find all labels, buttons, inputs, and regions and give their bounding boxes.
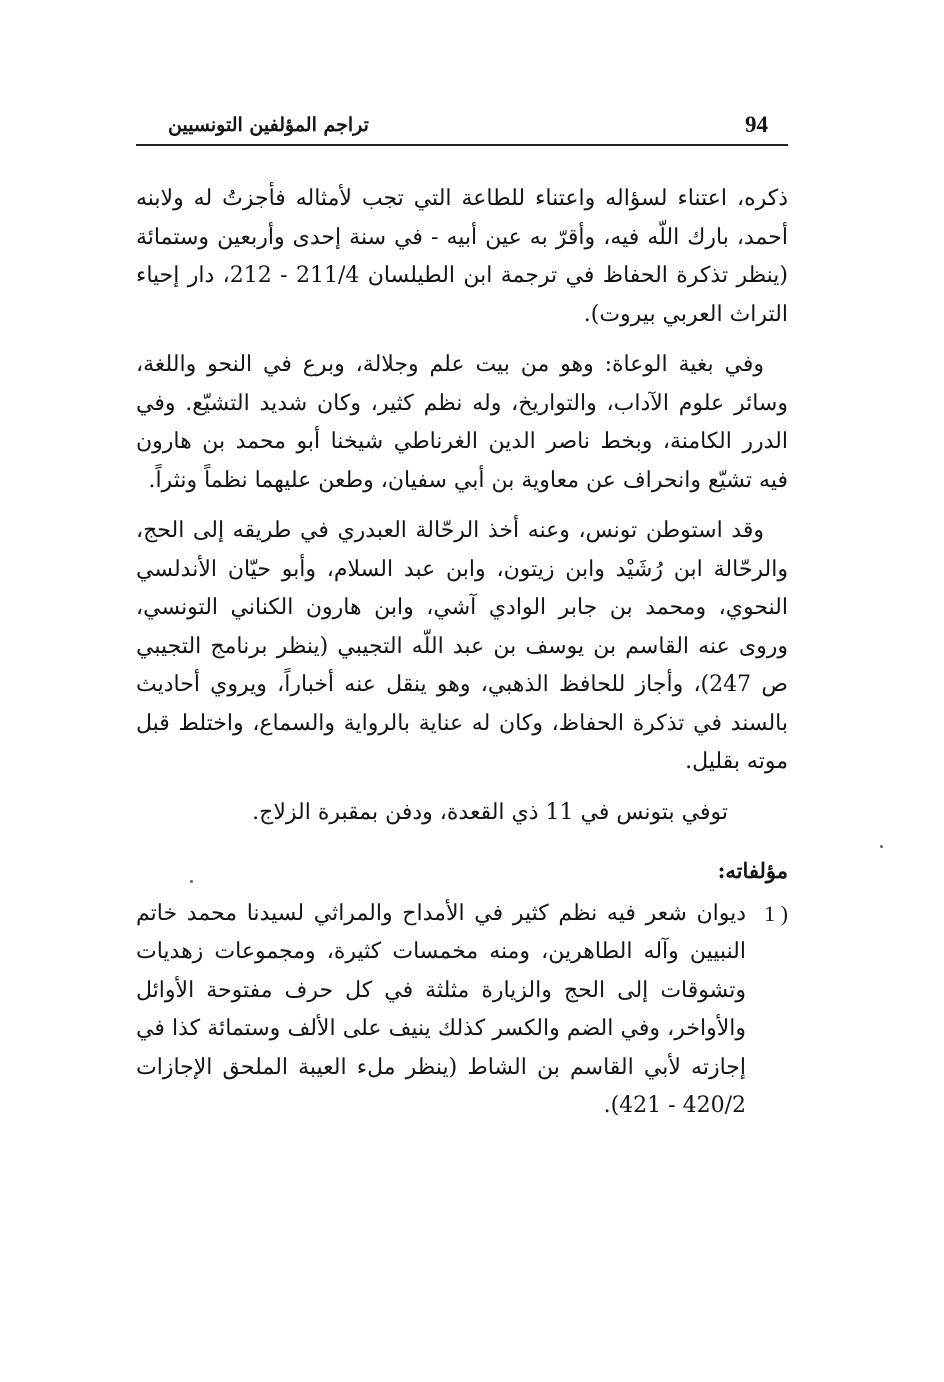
paragraph-2: وفي بغية الوعاة: وهو من بيت علم وجلالة، وبرع في النحو واللغة، وسائر علوم الآداب، والتواريخ، وله نظم كثير، وكان شديد التشيّع. وفي الدرر الكامنة، وبخط ناصر الدين الغرناطي شيخنا أبو محمد بن هارون فيه تشيّع وانحراف عن معاوية بن أبي سفيان، وطعن عليهما نظماً ونثراً. — [136, 352, 788, 493]
body-text — [136, 180, 788, 1126]
paragraph-1: ذكره، اعتناء لسؤاله واعتناء للطاعة التي تجب لأمثاله فأجزتُ له ولابنه أحمد، بارك اللّه فيه، وأقرّ به عين أبيه - في سنة إحدى وأربعين وستمائة (ينظر تذكرة الحفاظ في ترجمة ابن الطيلسان 211/4 - 212، دار إحياء التراث العربي بيروت). — [136, 186, 788, 327]
scan-speck — [880, 845, 883, 848]
work-text: ديوان شعر فيه نظم كثير في الأمداح والمراثي لسيدنا محمد خاتم النبيين وآله الطاهرين، ومنه مخمسات كثيرة، ومجموعات زهديات وتشوقات إلى الحج والزيارة مثلثة في كل حرف مفتوحة الأوائل والأواخر، وفي الضم والكسر كذلك ينيف على الألف وستمائة كذا في إجازته لأبي القاسم بن الشاط (ينظر ملء العيبة الملحق الإجازات 420/2 - 421). — [136, 900, 746, 1118]
list-item — [136, 895, 788, 1126]
works-list — [136, 895, 788, 1126]
page-header — [136, 112, 788, 146]
works-heading: مؤلفاته: — [717, 858, 788, 883]
scan-speck — [190, 880, 193, 883]
running-title: تراجم المؤلفين التونسيين — [168, 114, 369, 136]
paragraph-4: توفي بتونس في 11 ذي القعدة، ودفن بمقبرة الزلاج. — [252, 799, 728, 825]
page-number: 94 — [745, 112, 768, 137]
work-number: 1 ) — [764, 900, 788, 926]
paragraph-3: وقد استوطن تونس، وعنه أخذ الرحّالة العبدري في طريقه إلى الحج، والرحّالة ابن رُشَيْد وابن زيتون، وابن عبد السلام، وأبو حيّان الأندلسي النحوي، ومحمد بن جابر الوادي آشي، وابن هارون الكناني التونسي، وروى عنه القاسم بن يوسف بن عبد اللّه التجيبي (ينظر برنامج التجيبي ص 247)، وأجاز للحافظ الذهبي، وهو ينقل عنه أخباراً، ويروي أحاديث بالسند في تذكرة الحفاظ، وكان له عناية بالرواية والسماع، واختلط قبل موته بقليل. — [136, 518, 788, 774]
